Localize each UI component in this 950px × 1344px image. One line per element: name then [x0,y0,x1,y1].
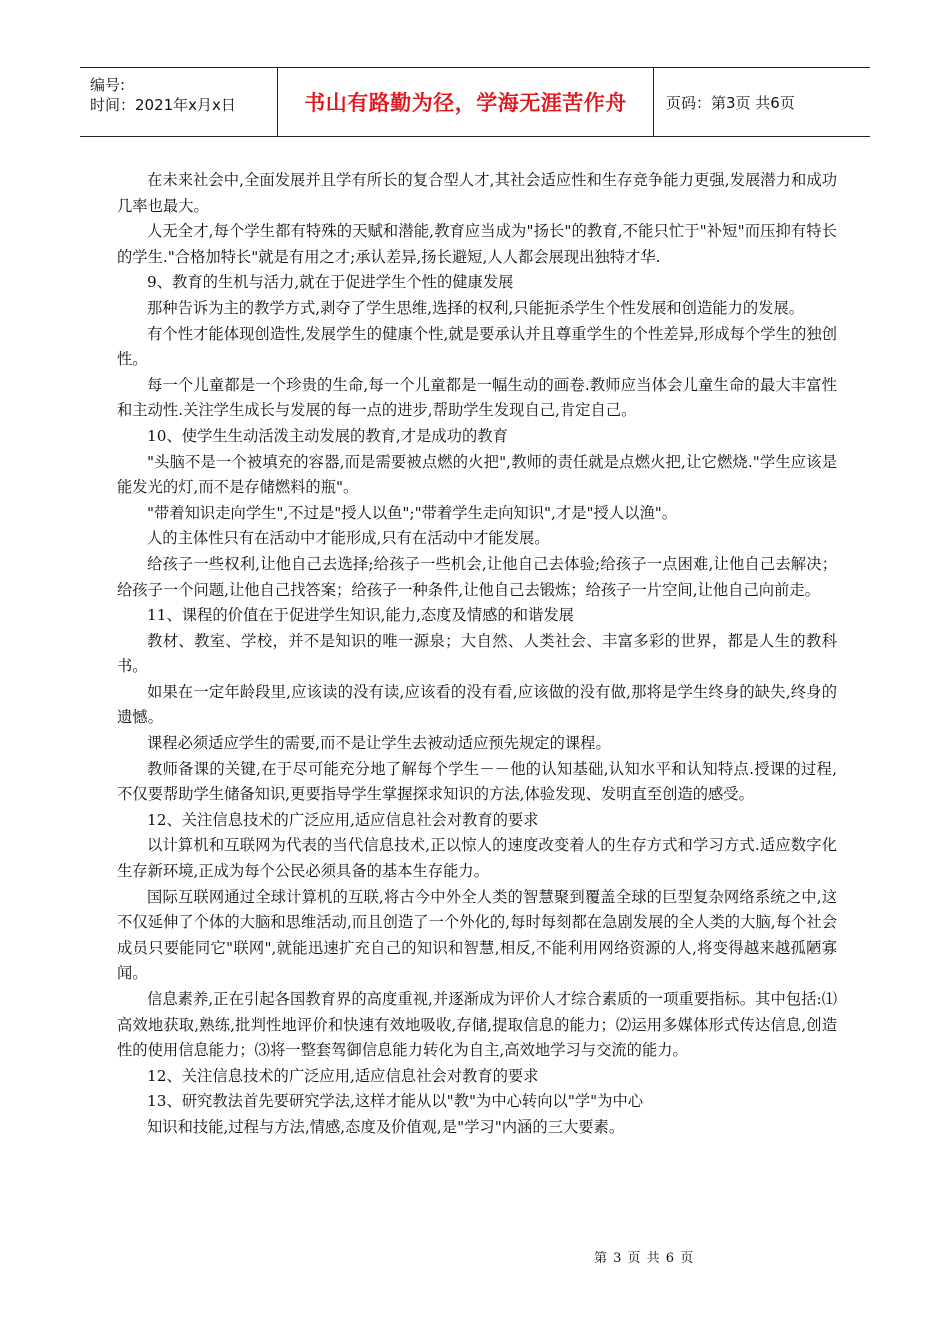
paragraph: 国际互联网通过全球计算机的互联,将古今中外全人类的智慧聚到覆盖全球的巨型复杂网络系统之中,这不仅延伸了个体的大脑和思维活动,而且创造了一个外化的,每时每刻都在急剧发展的全人类的大脑,每个社会成员只要能同它"联网",就能迅速扩充自己的知识和智慧,相反,不能利用网络资源的人,将变得越来越孤陋寡闻。 [117,887,837,983]
page-footer: 第 3 页 共 6 页 [594,1251,695,1266]
header-motto: 书山有路勤为径，学海无涯苦作舟 [278,68,654,136]
paragraph: 知识和技能,过程与方法,情感,态度及价值观,是"学习"内涵的三大要素。 [147,1117,625,1136]
section-heading: 9、教育的生机与活力,就在于促进学生个性的健康发展 [147,273,514,292]
paragraph: 在未来社会中,全面发展并且学有所长的复合型人才,其社会适应性和生存竞争能力更强,发展潜力和成功几率也最大。 [117,171,837,215]
section-heading: 12、关注信息技术的广泛应用,适应信息社会对教育的要求 [147,810,539,829]
paragraph: 以计算机和互联网为代表的当代信息技术,正以惊人的速度改变着人的生存方式和学习方式.适应数字化生存新环境,正成为每个公民必须具备的基本生存能力。 [117,836,837,881]
paragraph: 那种告诉为主的教学方式,剥夺了学生思维,选择的权利,只能扼杀学生个性发展和创造能力的发展。 [147,298,805,317]
paragraph: 信息素养,正在引起各国教育界的高度重视,并逐渐成为评价人才综合素质的一项重要指标。其中包括:⑴高效地获取,熟练,批判性地评价和快速有效地吸收,存储,提取信息的能力；⑵运用多媒体形式传达信息,创造性的使用信息能力；⑶将一整套驾御信息能力转化为自主,高效地学习与交流的能力。 [117,990,837,1060]
paragraph: 人的主体性只有在活动中才能形成,只有在活动中才能发展。 [147,529,550,548]
section-heading: 12、关注信息技术的广泛应用,适应信息社会对教育的要求 [147,1066,539,1085]
paragraph: 教师备课的关键,在于尽可能充分地了解每个学生－－他的认知基础,认知水平和认知特点.授课的过程,不仅要帮助学生储备知识,更要指导学生掌握探求知识的方法,体验发现、发明直至创造的感受。 [117,759,837,804]
paragraph: 教材、教室、学校，并不是知识的唯一源泉；大自然、人类社会、丰富多彩的世界，都是人生的教科书。 [117,631,837,676]
paragraph: 给孩子一些权利,让他自己去选择;给孩子一些机会,让他自己去体验;给孩子一点困难,让他自己去解决；给孩子一个问题,让他自己找答案；给孩子一种条件,让他自己去锻炼；给孩子一片空间,让他自己向前走。 [117,554,837,599]
header-page-info: 页码：第3页 共6页 [666,93,795,112]
section-heading: 11、课程的价值在于促进学生知识,能力,态度及情感的和谐发展 [147,606,574,625]
page-header [80,67,870,137]
section-heading: 10、使学生生动活泼主动发展的教育,才是成功的教育 [147,426,508,445]
paragraph: "带着知识走向学生",不过是"授人以鱼";"带着学生走向知识",才是"授人以渔"。 [147,503,678,522]
paragraph: 有个性才能体现创造性,发展学生的健康个性,就是要承认并且尊重学生的个性差异,形成每个学生的独创性。 [117,324,837,369]
paragraph: 每一个儿童都是一个珍贵的生命,每一个儿童都是一幅生动的画卷.教师应当体会儿童生命的最大丰富性和主动性.关注学生成长与发展的每一点的进步,帮助学生发现自己,肯定自己。 [117,375,837,420]
paragraph: 人无全才,每个学生都有特殊的天赋和潜能,教育应当成为"扬长"的教育,不能只忙于"补短"而压抑有特长的学生."合格加特长"就是有用之才;承认差异,扬长避短,人人都会展现出独特才华. [117,222,837,266]
number-label: 编号: [90,76,126,94]
section-heading: 13、研究教法首先要研究学法,这样才能从以"教"为中心转向以"学"为中心 [147,1092,644,1111]
paragraph: 课程必须适应学生的需要,而不是让学生去被动适应预先规定的课程。 [147,734,611,753]
document-body [117,168,837,1141]
paragraph: 如果在一定年龄段里,应该读的没有读,应该看的没有看,应该做的没有做,那将是学生终身的缺失,终身的遗憾。 [117,682,837,727]
time-label: 时间：2021年x月x日 [90,96,236,114]
header-meta-cell [80,68,278,136]
paragraph: "头脑不是一个被填充的容器,而是需要被点燃的火把",教师的责任就是点燃火把,让它燃烧."学生应该是能发光的灯,而不是存储燃料的瓶"。 [117,452,837,497]
